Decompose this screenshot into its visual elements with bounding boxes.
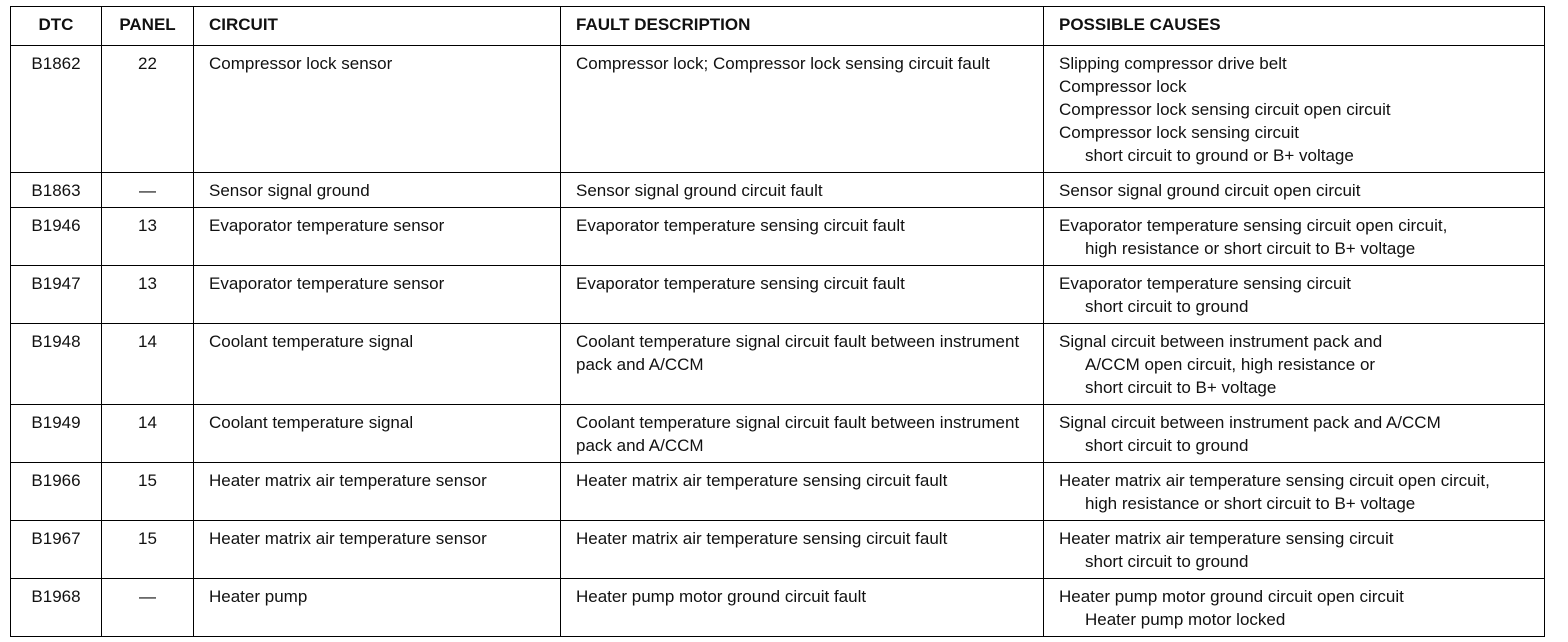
cell-panel: —: [102, 579, 194, 637]
cell-dtc: B1946: [11, 208, 102, 266]
cell-fault-description: [561, 521, 1044, 579]
cell-panel: 14: [102, 324, 194, 405]
cause-line: short circuit to ground: [1085, 436, 1249, 455]
cause-line: high resistance or short circuit to B+ voltage: [1085, 494, 1416, 513]
cell-panel: 13: [102, 208, 194, 266]
fault-text: Heater matrix air temperature sensing circuit fault: [576, 471, 948, 490]
table-row: [11, 208, 1545, 266]
cell-panel: 15: [102, 463, 194, 521]
cause-line: Heater matrix air temperature sensing circuit: [1059, 529, 1394, 548]
header-row: [11, 7, 1545, 46]
header-fault-description: FAULT DESCRIPTION: [561, 7, 1044, 46]
cause-line: Sensor signal ground circuit open circuit: [1059, 181, 1361, 200]
cell-circuit: Compressor lock sensor: [194, 46, 561, 173]
cell-dtc: B1966: [11, 463, 102, 521]
fault-text: Evaporator temperature sensing circuit fault: [576, 216, 905, 235]
table-row: [11, 521, 1545, 579]
cause-line: Evaporator temperature sensing circuit: [1059, 274, 1351, 293]
fault-text: Compressor lock; Compressor lock sensing circuit fault: [576, 54, 990, 73]
cell-fault-description: [561, 579, 1044, 637]
header-circuit: CIRCUIT: [194, 7, 561, 46]
cause-line: Compressor lock sensing circuit open circuit: [1059, 100, 1391, 119]
cell-fault-description: [561, 208, 1044, 266]
cell-possible-causes: [1044, 173, 1545, 208]
header-panel: PANEL: [102, 7, 194, 46]
cell-panel: 22: [102, 46, 194, 173]
cause-line: Heater pump motor ground circuit open circuit: [1059, 587, 1404, 606]
cause-line: high resistance or short circuit to B+ voltage: [1085, 239, 1416, 258]
cell-fault-description: [561, 173, 1044, 208]
cell-possible-causes: [1044, 463, 1545, 521]
cell-dtc: B1862: [11, 46, 102, 173]
cell-panel: 14: [102, 405, 194, 463]
cell-circuit: Heater matrix air temperature sensor: [194, 463, 561, 521]
cell-circuit: Heater matrix air temperature sensor: [194, 521, 561, 579]
dtc-table: [10, 6, 1545, 637]
cell-fault-description: [561, 46, 1044, 173]
table-row: [11, 324, 1545, 405]
cell-dtc: B1949: [11, 405, 102, 463]
table-row: [11, 579, 1545, 637]
cell-dtc: B1948: [11, 324, 102, 405]
cell-possible-causes: [1044, 208, 1545, 266]
cell-circuit: Evaporator temperature sensor: [194, 208, 561, 266]
cell-panel: 15: [102, 521, 194, 579]
fault-text: Coolant temperature signal circuit fault between instrument pack and A/CCM: [576, 332, 1020, 374]
table-row: [11, 405, 1545, 463]
cause-line: Heater pump motor locked: [1085, 610, 1286, 629]
cause-line: Signal circuit between instrument pack and: [1059, 332, 1383, 351]
cell-possible-causes: [1044, 405, 1545, 463]
cell-circuit: Coolant temperature signal: [194, 405, 561, 463]
cause-line: short circuit to B+ voltage: [1085, 378, 1277, 397]
cause-line: short circuit to ground: [1085, 552, 1249, 571]
cell-possible-causes: [1044, 266, 1545, 324]
cell-possible-causes: [1044, 579, 1545, 637]
cell-dtc: B1947: [11, 266, 102, 324]
cell-dtc: B1863: [11, 173, 102, 208]
fault-text: Coolant temperature signal circuit fault between instrument pack and A/CCM: [576, 413, 1020, 455]
cell-fault-description: [561, 463, 1044, 521]
cell-possible-causes: [1044, 46, 1545, 173]
cause-line: Compressor lock sensing circuit: [1059, 123, 1299, 142]
cell-circuit: Heater pump: [194, 579, 561, 637]
fault-text: Heater matrix air temperature sensing circuit fault: [576, 529, 948, 548]
cell-dtc: B1967: [11, 521, 102, 579]
cell-dtc: B1968: [11, 579, 102, 637]
table-row: [11, 173, 1545, 208]
header-possible-causes: POSSIBLE CAUSES: [1044, 7, 1545, 46]
cause-line: Slipping compressor drive belt: [1059, 54, 1287, 73]
cell-fault-description: [561, 266, 1044, 324]
cell-circuit: Coolant temperature signal: [194, 324, 561, 405]
fault-text: Sensor signal ground circuit fault: [576, 181, 823, 200]
fault-text: Heater pump motor ground circuit fault: [576, 587, 867, 606]
fault-text: Evaporator temperature sensing circuit fault: [576, 274, 905, 293]
cell-panel: —: [102, 173, 194, 208]
cell-circuit: Evaporator temperature sensor: [194, 266, 561, 324]
cause-line: Heater matrix air temperature sensing circuit open circuit,: [1059, 471, 1490, 490]
cell-fault-description: [561, 324, 1044, 405]
cause-line: short circuit to ground: [1085, 297, 1249, 316]
cell-circuit: Sensor signal ground: [194, 173, 561, 208]
table-body: [11, 46, 1545, 637]
cause-line: Compressor lock: [1059, 77, 1187, 96]
table-row: [11, 463, 1545, 521]
cause-line: short circuit to ground or B+ voltage: [1085, 146, 1354, 165]
cell-panel: 13: [102, 266, 194, 324]
table-row: [11, 46, 1545, 173]
cause-line: Signal circuit between instrument pack and A/CCM: [1059, 413, 1441, 432]
header-dtc: DTC: [11, 7, 102, 46]
cause-line: Evaporator temperature sensing circuit open circuit,: [1059, 216, 1448, 235]
cell-possible-causes: [1044, 324, 1545, 405]
table-row: [11, 266, 1545, 324]
cell-fault-description: [561, 405, 1044, 463]
cell-possible-causes: [1044, 521, 1545, 579]
cause-line: A/CCM open circuit, high resistance or: [1085, 355, 1376, 374]
